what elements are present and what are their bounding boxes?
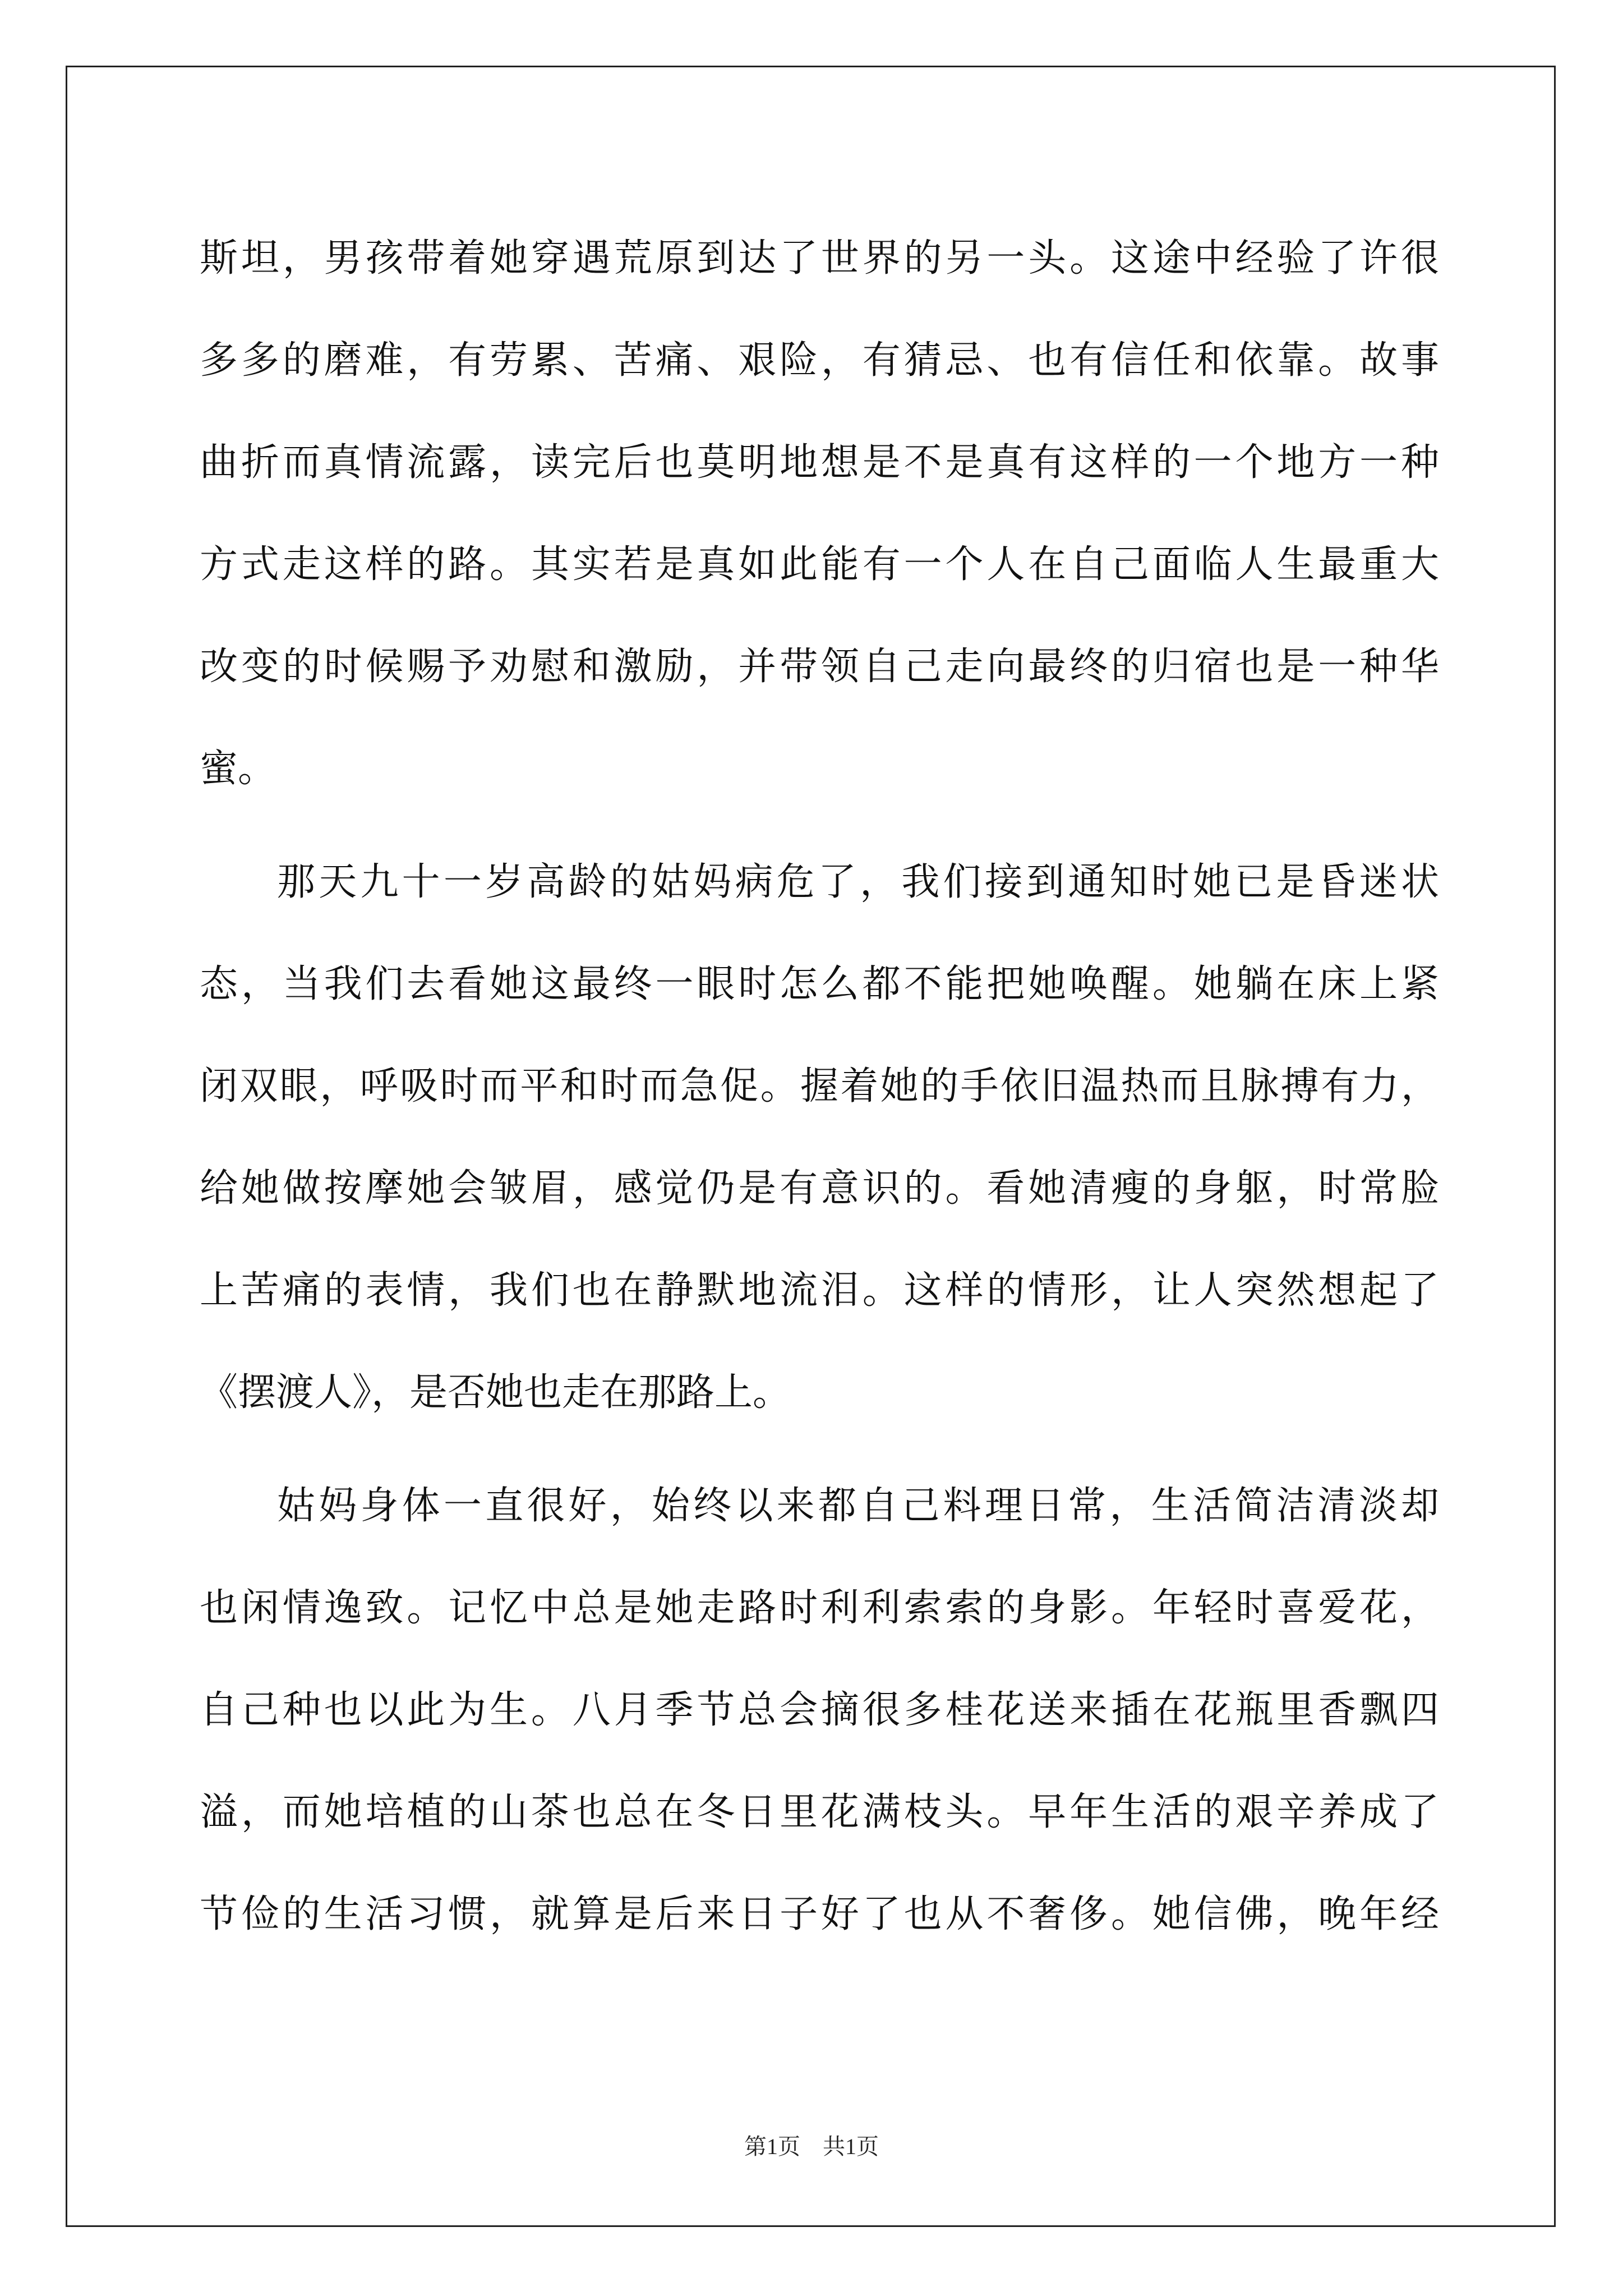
text-line: 《摆渡人》，是否她也走在那路上。 bbox=[200, 1370, 791, 1415]
text-line: 态，当我们去看她这最终一眼时怎么都不能把她唤醒。她躺在床上紧 bbox=[200, 962, 1439, 1006]
text-line: 也闲情逸致。记忆中总是她走路时利利索索的身影。年轻时喜爱花， bbox=[200, 1586, 1439, 1630]
text-line: 姑妈身体一直很好，始终以来都自己料理日常，生活简洁清淡却 bbox=[277, 1484, 1439, 1528]
document-body bbox=[200, 208, 1439, 1966]
text-line: 方式走这样的路。其实若是真如此能有一个人在自己面临人生最重大 bbox=[200, 542, 1439, 587]
text-line: 节俭的生活习惯，就算是后来日子好了也从不奢侈。她信佛，晚年经 bbox=[200, 1892, 1439, 1936]
page-footer: 第1页 共1页 bbox=[744, 2134, 879, 2159]
text-line: 曲折而真情流露，读完后也莫明地想是不是真有这样的一个地方一种 bbox=[200, 440, 1439, 485]
text-line: 自己种也以此为生。八月季节总会摘很多桂花送来插在花瓶里香飘四 bbox=[200, 1688, 1439, 1732]
text-line: 那天九十一岁高龄的姑妈病危了，我们接到通知时她已是昏迷状 bbox=[277, 860, 1439, 904]
text-line: 闭双眼，呼吸时而平和时而急促。握着她的手依旧温热而且脉搏有力， bbox=[200, 1064, 1439, 1108]
text-line: 斯坦，男孩带着她穿遇荒原到达了世界的另一头。这途中经验了许很 bbox=[200, 236, 1439, 280]
text-line: 上苦痛的表情，我们也在静默地流泪。这样的情形，让人突然想起了 bbox=[200, 1268, 1439, 1313]
text-line: 改变的时候赐予劝慰和激励，并带领自己走向最终的归宿也是一种华 bbox=[200, 645, 1439, 689]
text-line: 给她做按摩她会皱眉，感觉仍是有意识的。看她清瘦的身躯，时常脸 bbox=[200, 1166, 1439, 1211]
text-line: 多多的磨难，有劳累、苦痛、艰险，有猜忌、也有信任和依靠。故事 bbox=[200, 338, 1439, 383]
text-line: 蜜。 bbox=[200, 747, 276, 791]
text-line: 溢，而她培植的山茶也总在冬日里花满枝头。早年生活的艰辛养成了 bbox=[200, 1790, 1439, 1834]
